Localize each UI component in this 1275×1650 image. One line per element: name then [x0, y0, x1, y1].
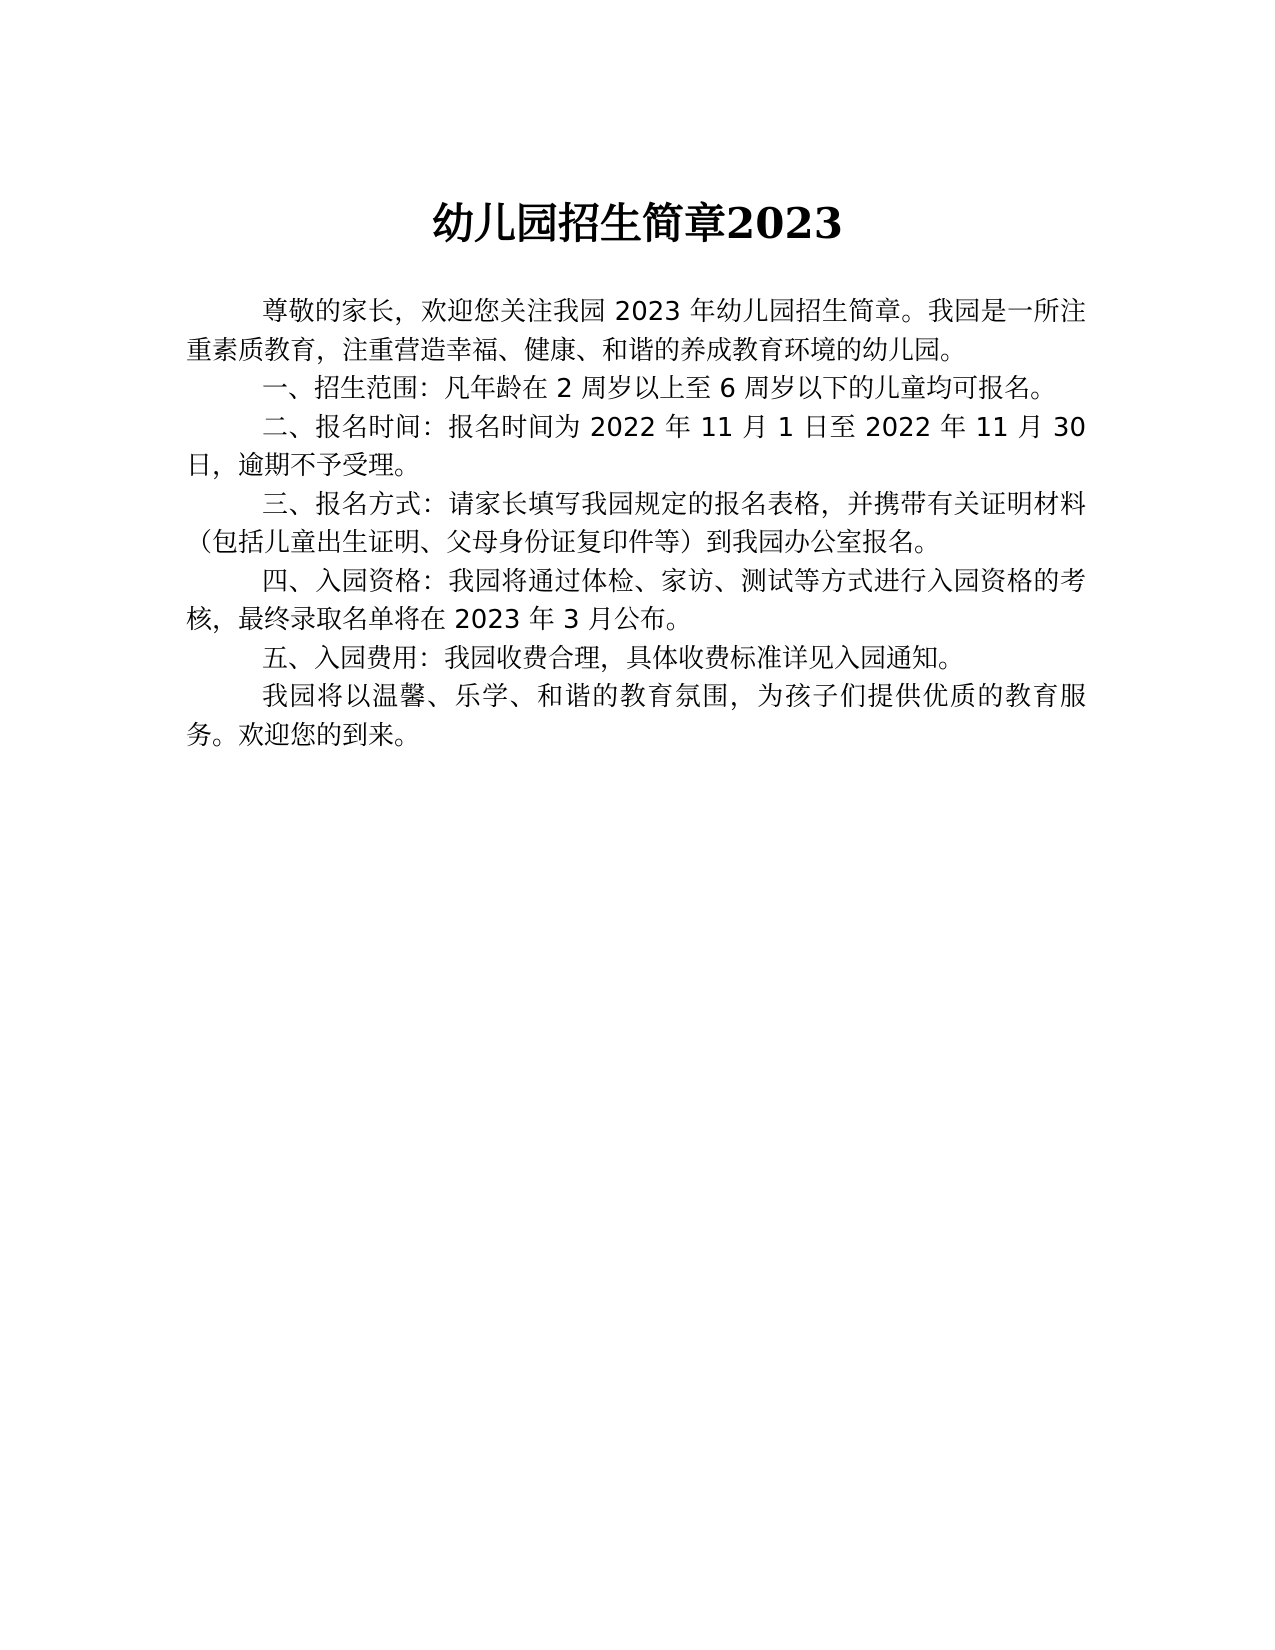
document-body	[186, 293, 1086, 755]
document-title: 幼儿园招生简章2023	[432, 199, 843, 248]
paragraph-greeting: 尊敬的家长，欢迎您关注我园 2023 年幼儿园招生简章。我园是一所注重素质教育，注重营造幸福、健康、和谐的养成教育环境的幼儿园。	[186, 297, 1086, 366]
paragraph-closing: 我园将以温馨、乐学、和谐的教育氛围，为孩子们提供优质的教育服务。欢迎您的到来。	[186, 682, 1086, 751]
paragraph-admission-fees: 五、入园费用：我园收费合理，具体收费标准详见入园通知。	[262, 643, 965, 674]
paragraph-admission-qualification: 四、入园资格：我园将通过体检、家访、测试等方式进行入园资格的考核，最终录取名单将在 2023 年 3 月公布。	[186, 566, 1086, 635]
paragraph-registration-time: 二、报名时间：报名时间为 2022 年 11 月 1 日至 2022 年 11 月 30 日，逾期不予受理。	[186, 412, 1086, 481]
paragraph-enrollment-scope: 一、招生范围：凡年龄在 2 周岁以上至 6 周岁以下的儿童均可报名。	[262, 374, 1057, 404]
paragraph-registration-method: 三、报名方式：请家长填写我园规定的报名表格，并携带有关证明材料（包括儿童出生证明、父母身份证复印件等）到我园办公室报名。	[186, 489, 1086, 558]
